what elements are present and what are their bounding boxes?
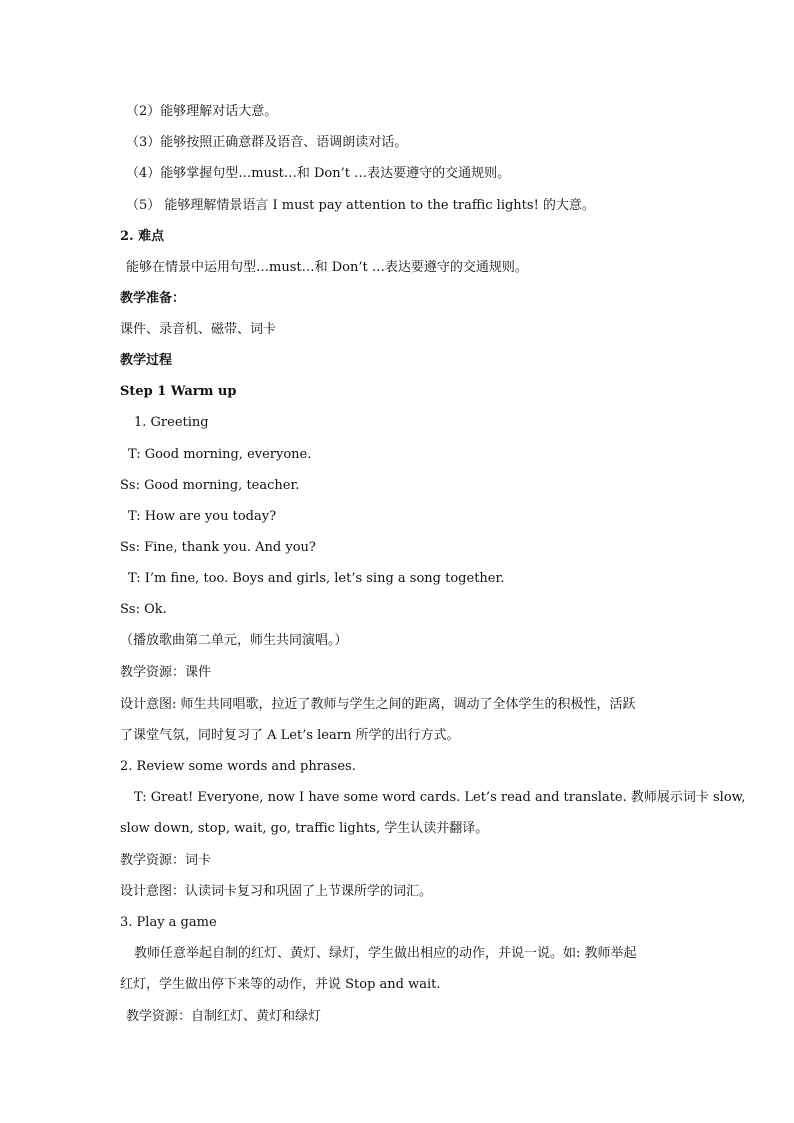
dialogue-line: T: I’m fine, too. Boys and girls, let’s sing a song together. bbox=[128, 571, 505, 586]
greeting-intent-line1: 设计意图: 师生共同唱歌，拉近了教师与学生之间的距离，调动了全体学生的积极性，活跃 bbox=[120, 697, 636, 712]
objective-5: （5） 能够理解情景语言 I must pay attention to the traffic lights! 的大意。 bbox=[126, 198, 595, 213]
step1-heading: Step 1 Warm up bbox=[120, 384, 237, 399]
greeting-intent-line2: 了课堂气氛，同时复习了 A Let’s learn 所学的出行方式。 bbox=[120, 728, 460, 743]
dialogue-line: T: How are you today? bbox=[128, 509, 277, 524]
review-line2: slow down, stop, wait, go, traffic lights, 学生认读并翻译。 bbox=[120, 821, 489, 836]
preparation-text: 课件、录音机、磁带、词卡 bbox=[120, 322, 277, 337]
greeting-title: 1. Greeting bbox=[134, 415, 209, 430]
greeting-resource: 教学资源：课件 bbox=[120, 665, 212, 680]
game-title: 3. Play a game bbox=[120, 915, 217, 930]
dialogue-line: T: Good morning, everyone. bbox=[128, 447, 312, 462]
game-resource: 教学资源：自制红灯、黄灯和绿灯 bbox=[126, 1009, 322, 1024]
objective-3: （3）能够按照正确意群及语音、语调朗读对话。 bbox=[126, 135, 408, 150]
dialogue-line: Ss: Good morning, teacher. bbox=[120, 478, 300, 493]
difficulty-text: 能够在情景中运用句型…must…和 Don’t …表达要遵守的交通规则。 bbox=[126, 260, 528, 275]
objective-2: （2）能够理解对话大意。 bbox=[126, 104, 278, 119]
review-line1: T: Great! Everyone, now I have some word cards. Let’s read and translate. 教师展示词卡 slow, bbox=[134, 790, 746, 805]
preparation-heading: 教学准备： bbox=[120, 291, 186, 306]
process-heading: 教学过程 bbox=[120, 353, 173, 368]
dialogue-line: Ss: Ok. bbox=[120, 602, 167, 617]
game-line1: 教师任意举起自制的红灯、黄灯、绿灯，学生做出相应的动作，并说一说。如: 教师举起 bbox=[134, 946, 637, 961]
objective-4: （4）能够掌握句型…must…和 Don’t …表达要遵守的交通规则。 bbox=[126, 166, 511, 181]
dialogue-line: Ss: Fine, thank you. And you? bbox=[120, 540, 316, 555]
game-line2: 红灯，学生做出停下来等的动作，并说 Stop and wait. bbox=[120, 977, 441, 992]
review-intent: 设计意图：认读词卡复习和巩固了上节课所学的词汇。 bbox=[120, 884, 433, 899]
greeting-note: （播放歌曲第二单元，师生共同演唱。） bbox=[120, 633, 348, 648]
review-resource: 教学资源：词卡 bbox=[120, 853, 212, 868]
difficulty-heading: 2. 难点 bbox=[120, 229, 165, 244]
review-title: 2. Review some words and phrases. bbox=[120, 759, 356, 774]
